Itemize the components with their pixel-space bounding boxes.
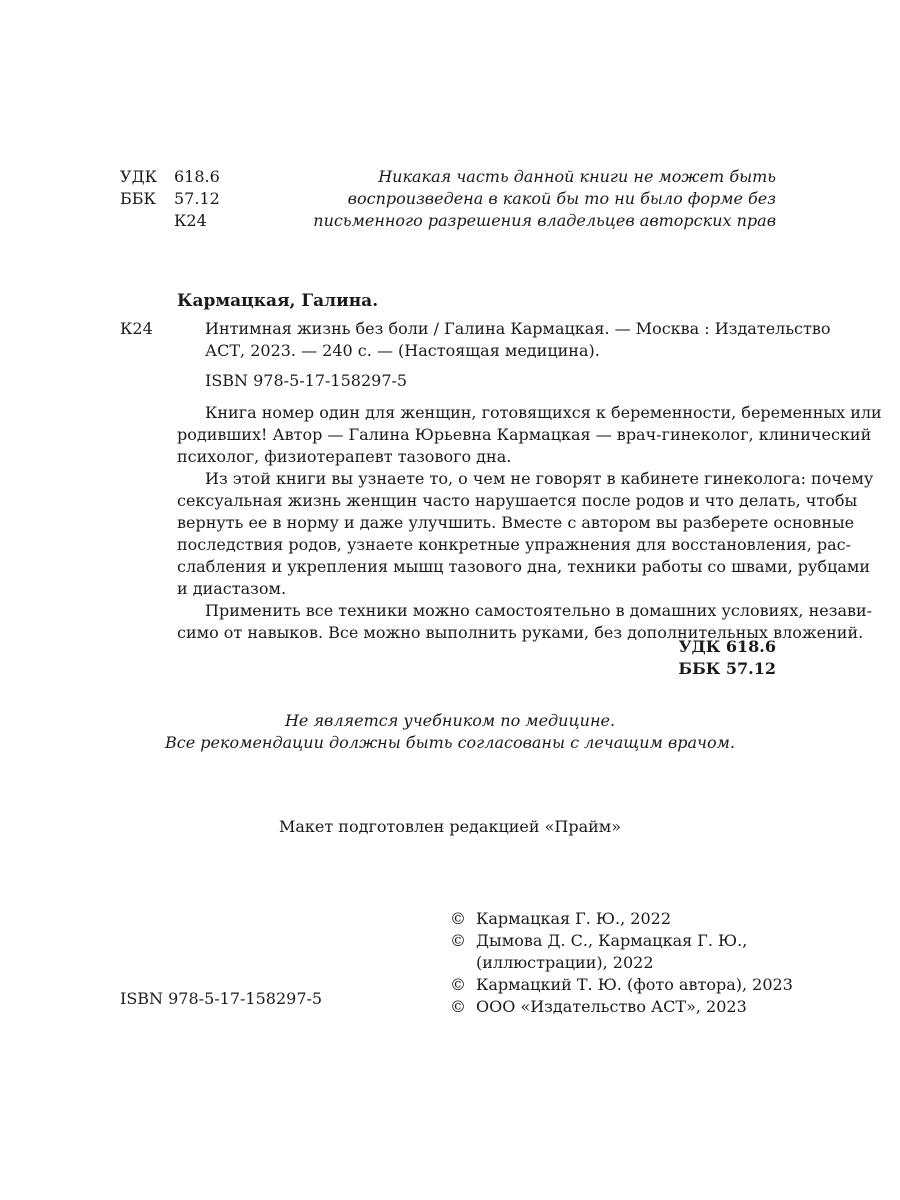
copyright-text: Дымова Д. С., Кармацкая Г. Ю.,: [476, 931, 748, 950]
annotation-line: и диастазом.: [177, 579, 287, 598]
author-heading: Кармацкая, Галина.: [177, 291, 379, 311]
disclaimer-line: Все рекомендации должны быть согласованы с лечащим врачом.: [165, 733, 735, 752]
copyright-item: [450, 930, 793, 952]
bbk-value: 57.12: [174, 189, 220, 208]
copyright-item: [450, 974, 793, 996]
bbk-row: [120, 188, 220, 210]
layout-credit: Макет подготовлен редакцией «Прайм»: [278, 817, 622, 836]
bibliographic-description: [205, 318, 831, 362]
annotation-line: последствия родов, узнаете конкретные упражнения для восстановления, рас-: [177, 535, 852, 554]
annotation-line: психолог, физиотерапевт тазового дна.: [177, 447, 512, 466]
annotation-line: родивших! Автор — Галина Юрьевна Кармацкая — врач-гинеколог, клинический: [177, 425, 872, 444]
udk-label: УДК: [120, 167, 157, 186]
classification-bottom: [678, 636, 776, 680]
bbk-bottom: ББК 57.12: [678, 659, 776, 678]
biblio-line: АСТ, 2023. — 240 с. — (Настоящая медицина).: [205, 341, 600, 360]
bbk-label: ББК: [120, 189, 156, 208]
disclaimer-line: Не является учебником по медицине.: [284, 711, 616, 730]
copyright-text: Кармацкий Т. Ю. (фото автора), 2023: [476, 975, 793, 994]
copyright-text: Кармацкая Г. Ю., 2022: [476, 909, 671, 928]
udk-bottom: УДК 618.6: [678, 637, 776, 656]
copyright-icon: ©: [450, 931, 466, 950]
biblio-line: Интимная жизнь без боли / Галина Кармацкая. — Москва : Издательство: [205, 319, 831, 338]
annotation: [177, 402, 882, 644]
udk-row: [120, 166, 220, 188]
annotation-line: Применить все техники можно самостоятельно в домашних условиях, незави-: [205, 601, 873, 620]
copyright-item: [450, 996, 793, 1018]
annotation-line: сексуальная жизнь женщин часто нарушается после родов и что делать, чтобы: [177, 491, 858, 510]
annotation-line: симо от навыков. Все можно выполнить руками, без дополнительных вложений.: [177, 623, 864, 642]
udk-value: 618.6: [174, 167, 220, 186]
copyright-list: [450, 908, 793, 1018]
copyright-item-continuation: [450, 952, 793, 974]
rights-notice-line: Никакая часть данной книги не может быть: [378, 167, 776, 186]
isbn-top: ISBN 978-5-17-158297-5: [205, 371, 408, 390]
medical-disclaimer: [0, 710, 900, 754]
author-sign-left: К24: [120, 319, 153, 338]
copyright-item: [450, 908, 793, 930]
author-sign: К24: [174, 211, 207, 230]
classification-codes: [120, 166, 220, 232]
copyright-icon: ©: [450, 909, 466, 928]
annotation-line: вернуть ее в норму и даже улучшить. Вместе с автором вы разберете основные: [177, 513, 855, 532]
rights-notice-line: письменного разрешения владельцев авторских прав: [313, 211, 776, 230]
rights-notice-line: воспроизведена в какой бы то ни было форме без: [347, 189, 776, 208]
author-sign-row: [120, 210, 220, 232]
rights-notice: [313, 166, 776, 232]
annotation-line: Книга номер один для женщин, готовящихся к беременности, беременных или: [205, 403, 882, 422]
copyright-icon: ©: [450, 975, 466, 994]
isbn-bottom: ISBN 978-5-17-158297-5: [120, 989, 323, 1008]
copyright-text: (иллюстрации), 2022: [476, 953, 654, 972]
annotation-line: Из этой книги вы узнаете то, о чем не говорят в кабинете гинеколога: почему: [205, 469, 874, 488]
annotation-line: слабления и укрепления мышц тазового дна, техники работы со швами, рубцами: [177, 557, 871, 576]
copyright-icon: ©: [450, 997, 466, 1016]
copyright-text: ООО «Издательство АСТ», 2023: [476, 997, 747, 1016]
